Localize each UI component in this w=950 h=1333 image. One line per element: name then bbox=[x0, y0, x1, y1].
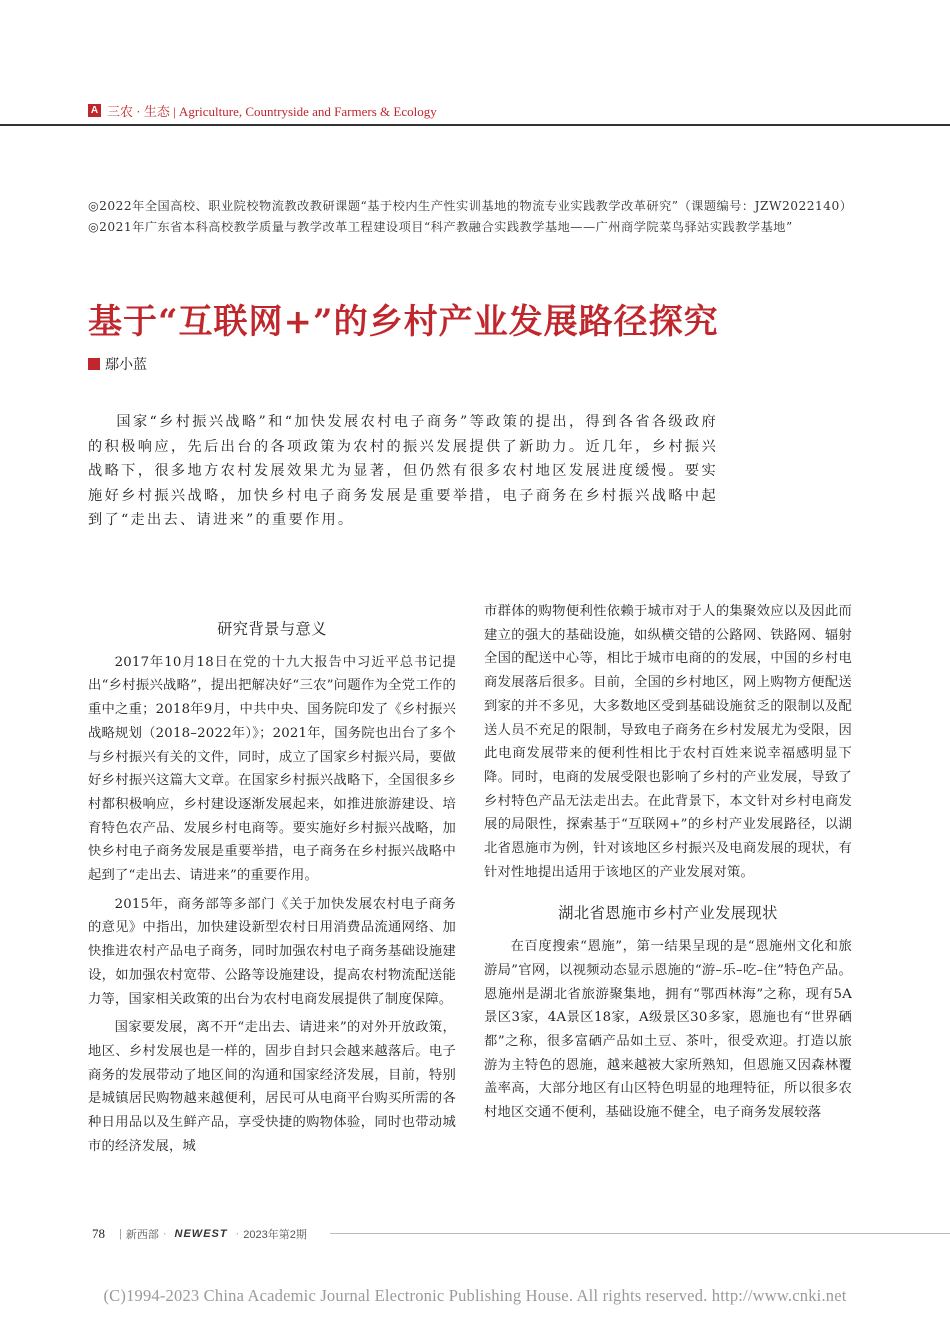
section-header bbox=[88, 100, 437, 120]
abstract bbox=[88, 410, 718, 533]
right-column bbox=[484, 600, 852, 1130]
left-column bbox=[88, 600, 456, 1163]
copyright-watermark: (C)1994-2023 China Academic Journal Electronic Publishing House. All rights reserved. http://www.cnki.net bbox=[103, 1286, 847, 1305]
body-paragraph: 在百度搜索“恩施”，第一结果呈现的是“恩施州文化和旅游局”官网，以视频动态显示恩施的“游–乐–吃–住”特色产品。恩施州是湖北省旅游聚集地，拥有“鄂西林海”之称，现有5A景区3家，4A景区18家，A级景区30多家，恩施也有“世界硒都”之称，很多富硒产品如土豆、茶叶，很受欢迎。打造以旅游为主特色的恩施，越来越被大家所熟知，但恩施又因森林覆盖率高，大部分地区有山区特色明显的地理特征，所以很多农村地区交通不便利，基础设施不健全，电子商务发展较落 bbox=[484, 939, 852, 1121]
footer-divider bbox=[330, 1233, 950, 1234]
article-title: 基于“互联网+”的乡村产业发展路径探究 bbox=[88, 302, 719, 342]
author-marker-icon bbox=[88, 358, 100, 370]
body-paragraph: 2015年，商务部等多部门《关于加快发展农村电子商务的意见》中指出，加快建设新型农村日用消费品流通网络、加快推进农村产品电子商务，同时加强农村电子商务基础设施建设，如加强农村宽带、公路等设施建设，提高农村物流配送能力等，国家相关政策的出台为农村电商发展提供了制度保障。 bbox=[88, 896, 456, 1007]
body-paragraph: 2017年10月18日在党的十九大报告中习近平总书记提出“乡村振兴战略”，提出把解决好“三农”问题作为全党工作的重中之重；2018年9月，中共中央、国务院印发了《乡村振兴战略规划（2018–2022年）》；2021年，国务院也出台了多个与乡村振兴有关的文件，同时，成立了国家乡村振兴局，要做好乡村振兴这篇大文章。在国家乡村振兴战略下，全国很多乡村都积极响应，乡村建设逐渐发展起来，如推进旅游建设、培育特色农产品、发展乡村电商等。要实施好乡村振兴战略，加快乡村电子商务发展是重要举措，电子商务在乡村振兴战略中起到了“走出去、请进来”的重要作用。 bbox=[88, 654, 456, 884]
journal-issue: 2023年第2期 bbox=[243, 1229, 307, 1241]
funding-notes bbox=[88, 196, 860, 238]
page-footer: 78 | 新西部 · NEWEST · 2023年第2期 bbox=[92, 1226, 307, 1241]
journal-name-en: NEWEST bbox=[174, 1228, 228, 1240]
page-number: 78 bbox=[92, 1226, 105, 1241]
abstract-text: 国家“乡村振兴战略”和“加快发展农村电子商务”等政策的提出，得到各省各级政府的积极响应，先后出台的各项政策为农村的振兴发展提供了新助力。近几年，乡村振兴战略下，很多地方农村发展效果尤为显著，但仍然有很多农村地区发展进度缓慢。要实施好乡村振兴战略，加快乡村电子商务发展是重要举措，电子商务在乡村振兴战略中起到了“走出去、请进来”的重要作用。 bbox=[88, 414, 718, 528]
section-badge: A bbox=[88, 104, 101, 117]
section-heading: 湖北省恩施市乡村产业发展现状 bbox=[558, 904, 778, 923]
funding-note: ◎2022年全国高校、职业院校物流教改教研课题“基于校内生产性实训基地的物流专业实践教学改革研究”（课题编号：JZW2022140） bbox=[88, 199, 853, 213]
body-paragraph-continued: 市群体的购物便利性依赖于城市对于人的集聚效应以及因此而建立的强大的基础设施，如纵横交错的公路网、铁路网、辐射全国的配送中心等，相比于城市电商的的发展，中国的乡村电商发展落后很多。目前，全国的乡村地区，网上购物方便配送到家的并不多见，大多数地区受到基础设施贫乏的限制以及配送人员不充足的限制，导致电子商务在乡村发展尤为受限，因此电商发展带来的便利性相比于农村百姓来说幸福感明显下降。同时，电商的发展受限也影响了乡村的产业发展，导致了乡村特色产品无法走出去。在此背景下，本文针对乡村电商发展的局限性，探索基于“互联网+”的乡村产业发展路径，以湖北省恩施市为例，针对该地区乡村振兴及电商发展的现状，有针对性地提出适用于该地区的产业发展对策。 bbox=[484, 604, 852, 880]
header-divider bbox=[0, 124, 950, 126]
author-name: 鄢小蓝 bbox=[105, 357, 147, 373]
author-line bbox=[88, 354, 147, 374]
journal-name-cn: 新西部 bbox=[125, 1229, 159, 1241]
funding-note: ◎2021年广东省本科高校教学质量与教学改革工程建设项目“科产教融合实践教学基地——广州商学院菜鸟驿站实践教学基地” bbox=[88, 220, 793, 234]
section-heading: 研究背景与意义 bbox=[217, 620, 327, 638]
section-title: 三农 · 生态 | Agriculture, Countryside and Farmers & Ecology bbox=[107, 103, 437, 119]
body-paragraph: 国家要发展，离不开“走出去、请进来”的对外开放政策，地区、乡村发展也是一样的，固步自封只会越来越落后。电子商务的发展带动了地区间的沟通和国家经济发展，目前，特别是城镇居民购物越来越便利，居民可从电商平台购买所需的各种日用品以及生鲜产品，享受快捷的购物体验，同时也带动城市的经济发展，城 bbox=[88, 1020, 456, 1154]
